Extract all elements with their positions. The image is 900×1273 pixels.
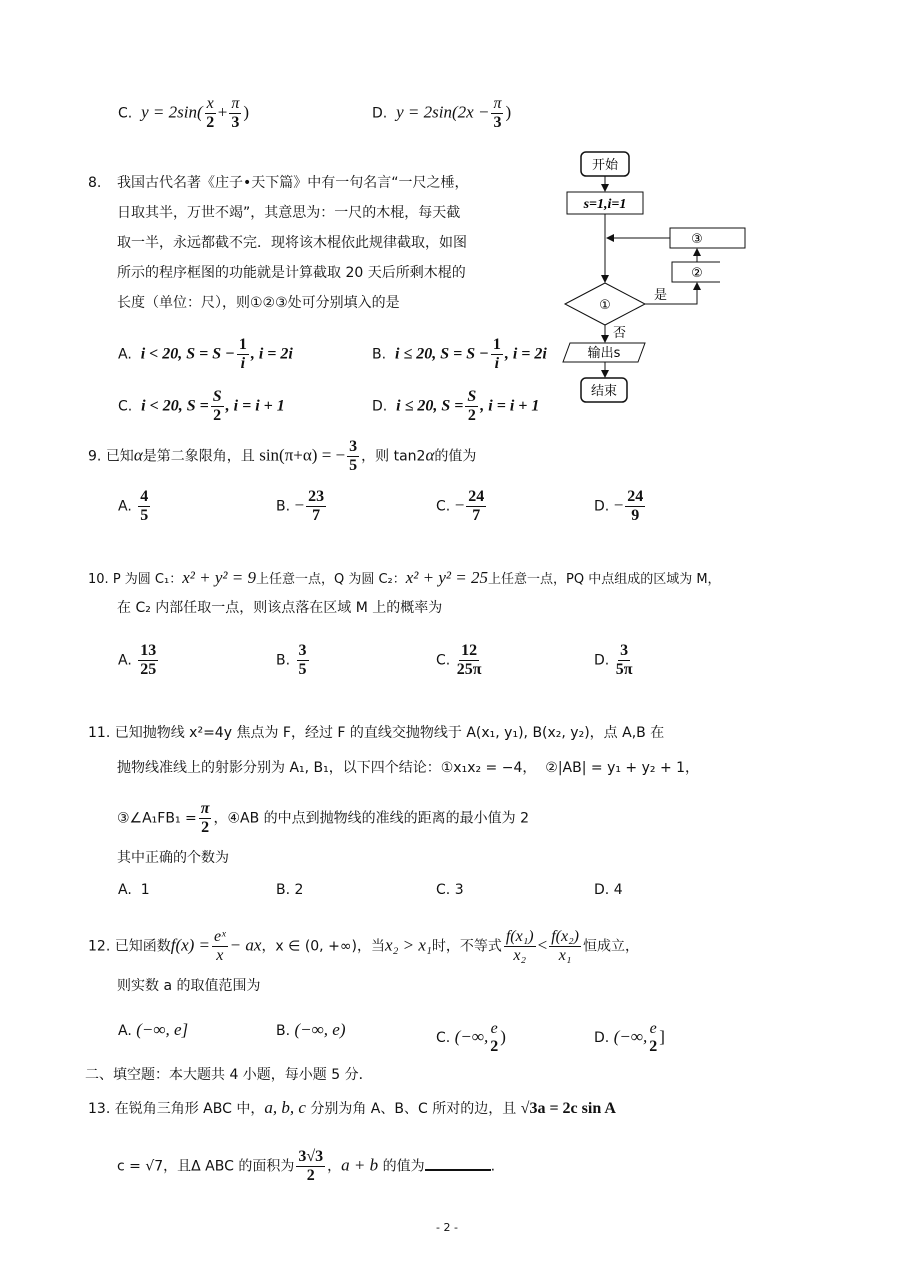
- num: f(x₂): [551, 928, 579, 945]
- q9-option-c: [436, 488, 488, 525]
- fraction: [549, 928, 581, 965]
- q12-option-b: [276, 1020, 345, 1041]
- option-label: D.: [372, 105, 388, 122]
- q10-option-a: [118, 642, 160, 679]
- option-value: 2: [294, 882, 304, 898]
- fraction: [616, 642, 633, 679]
- math: ): [505, 102, 512, 122]
- option-label: B.: [276, 652, 291, 669]
- option-label: B.: [276, 1023, 291, 1039]
- math: , i = 2i: [504, 345, 547, 363]
- start-label: 开始: [591, 158, 619, 173]
- option-value: (−∞, e): [294, 1020, 346, 1039]
- text: c = √7，且Δ ABC 的面积为: [117, 1158, 295, 1175]
- question-10-line-1: [88, 568, 721, 590]
- question-text: 其中正确的个数为: [117, 850, 229, 866]
- text: 的值为: [382, 1158, 425, 1175]
- answer-blank: [425, 1155, 491, 1171]
- option-label: C.: [118, 398, 133, 415]
- option-label: D.: [594, 498, 610, 515]
- question-text: 我国古代名著《庄子•天下篇》中有一句名言“一尺之棰，: [117, 175, 469, 191]
- question-11-line-2: [117, 758, 699, 778]
- num: 3: [349, 438, 358, 455]
- fraction: [306, 488, 326, 525]
- option-label: A.: [118, 882, 132, 898]
- fraction: [457, 642, 482, 679]
- num: f(x₁): [505, 928, 534, 945]
- q11-option-a: [118, 880, 150, 900]
- fraction: [297, 642, 309, 679]
- num: e: [490, 1020, 498, 1037]
- num: π: [231, 95, 240, 112]
- question-13-line-1: [88, 1098, 616, 1119]
- option-label: A.: [118, 498, 132, 515]
- math: , i = 2i: [250, 345, 293, 363]
- math: (−∞,: [454, 1027, 489, 1046]
- math: ): [500, 1027, 506, 1046]
- step3-box: [670, 228, 745, 248]
- sign: −: [294, 495, 305, 515]
- math: i < 20, S =: [141, 397, 209, 415]
- question-text: 在 C₂ 内部任取一点，则该点落在区域 M 上的概率为: [117, 600, 443, 616]
- question-text: 所示的程序框图的功能就是计算截取 20 天后所剩木棍的: [117, 265, 466, 281]
- option-label: C.: [436, 652, 451, 669]
- math: y = 2sin(: [141, 102, 203, 122]
- num: 24: [627, 488, 644, 505]
- q12-option-a: [118, 1020, 188, 1041]
- den: x₁: [558, 947, 572, 964]
- page-number: - 2 -: [436, 1221, 458, 1234]
- math: x² + y² = 25: [405, 568, 488, 587]
- math: y = 2sin(2x −: [396, 102, 490, 122]
- yes-label: 是: [654, 288, 668, 303]
- num: 3√3: [298, 1148, 324, 1165]
- den: 2: [201, 819, 210, 836]
- text: 上任意一点，Q 为圆 C₂：: [255, 572, 406, 587]
- option-value: (−∞, e]: [136, 1020, 189, 1039]
- sign: −: [454, 495, 465, 515]
- text: P 为圆 C₁：: [112, 572, 183, 587]
- question-number: 11.: [88, 725, 111, 741]
- math: − ax: [229, 935, 262, 955]
- init-label: s=1,i=1: [583, 197, 627, 212]
- question-text: 则实数 a 的取值范围为: [117, 978, 261, 994]
- text: ，④AB 的中点到抛物线的准线的距离的最小值为 2: [213, 810, 530, 827]
- math: ]: [659, 1027, 665, 1046]
- math: (−∞,: [613, 1027, 648, 1046]
- q10-option-b: [276, 642, 311, 679]
- text: 在锐角三角形 ABC 中，: [114, 1101, 265, 1117]
- den: 5π: [615, 661, 633, 678]
- math: +: [217, 102, 228, 122]
- num: 1: [492, 336, 501, 353]
- den: 2: [490, 1038, 499, 1055]
- option-label: B.: [276, 498, 291, 515]
- num: 1: [238, 336, 247, 353]
- fraction: [296, 1148, 325, 1185]
- math: x₂ > x₁: [384, 935, 432, 955]
- den: 25: [140, 661, 157, 678]
- den: 2: [649, 1038, 658, 1055]
- fraction: [490, 1020, 498, 1056]
- math: a + b: [341, 1155, 379, 1175]
- text: 抛物线准线上的射影分别为 A₁, B₁，以下四个结论：①x₁x₂ = −4，: [117, 760, 537, 776]
- fraction: [625, 488, 645, 525]
- question-text: 日取其半，万世不竭”，其意思为：一尺的木棍，每天截: [117, 205, 461, 221]
- option-value: 3: [454, 882, 464, 898]
- question-11-line-1: [88, 723, 664, 743]
- math: sin(π+α) = −: [259, 445, 346, 465]
- q12-option-d: [594, 1020, 665, 1056]
- fraction: [504, 928, 536, 965]
- question-9: [88, 438, 476, 475]
- den: 5: [140, 507, 149, 524]
- den: 2: [306, 1167, 315, 1184]
- option-label: D.: [594, 1030, 610, 1046]
- option-label: D.: [594, 652, 610, 669]
- fraction: [212, 928, 228, 965]
- text: 已知: [105, 448, 134, 465]
- step3-label: ③: [691, 232, 703, 247]
- q11-option-c: [436, 880, 464, 900]
- den: 2: [206, 114, 215, 131]
- math: <: [537, 935, 548, 955]
- math: α: [133, 445, 143, 465]
- q10-option-d: [594, 642, 634, 679]
- q11-option-d: [594, 880, 623, 900]
- question-number: 8.: [88, 175, 102, 191]
- option-label: D.: [594, 882, 610, 898]
- num: 12: [461, 642, 478, 659]
- den: 5: [298, 661, 307, 678]
- math: , i = i + 1: [225, 397, 285, 415]
- text: 已知函数: [114, 938, 171, 955]
- fraction: [138, 642, 158, 679]
- text: 分别为角 A、B、C 所对的边，且: [310, 1101, 517, 1117]
- text: 时，不等式: [431, 938, 502, 955]
- text: ，则 tan2: [361, 448, 426, 465]
- text: 是第二象限角，且: [142, 448, 255, 465]
- option-label: A.: [118, 346, 132, 363]
- text: 上任意一点，PQ 中点组成的区域为 M，: [488, 572, 721, 587]
- question-13-line-2: [117, 1148, 495, 1185]
- num: π: [200, 800, 210, 817]
- num: 13: [140, 642, 157, 659]
- num: 23: [308, 488, 325, 505]
- den: 3: [231, 114, 240, 131]
- question-number: 13.: [88, 1101, 111, 1117]
- math: i < 20, S = S −: [140, 345, 235, 363]
- num: eˣ: [214, 928, 226, 945]
- option-label: D.: [372, 398, 388, 415]
- fraction: [347, 438, 359, 475]
- fraction: [466, 488, 486, 525]
- den: 7: [312, 507, 321, 524]
- option-label: C.: [436, 1030, 451, 1046]
- section-heading: 二、填空题：本大题共 4 小题，每小题 5 分．: [85, 1067, 373, 1083]
- option-label: C.: [436, 498, 451, 515]
- den: 9: [631, 507, 640, 524]
- text: ，x ∈ (0, +∞)，当: [261, 938, 385, 955]
- den: 5: [349, 457, 358, 474]
- math: x² + y² = 9: [182, 568, 256, 587]
- option-value: 4: [613, 882, 623, 898]
- no-label: 否: [613, 326, 627, 341]
- text: ②|AB| = y₁ + y₂ + 1，: [545, 760, 700, 776]
- math: √3a = 2c sin A: [520, 1100, 616, 1117]
- option-value: 1: [140, 882, 150, 898]
- num: 3: [620, 642, 629, 659]
- fraction: [138, 488, 150, 525]
- q11-option-b: [276, 880, 303, 900]
- den: 3: [493, 114, 502, 131]
- den: x: [216, 947, 224, 964]
- option-label: C.: [436, 882, 451, 898]
- math: α: [425, 445, 435, 465]
- text: .: [490, 1158, 496, 1175]
- question-number: 12.: [88, 938, 111, 955]
- output-label: 输出s: [587, 346, 621, 361]
- arrow: [645, 283, 697, 304]
- condition-label: ①: [599, 298, 611, 313]
- q9-option-a: [118, 488, 152, 525]
- text: 恒成立，: [582, 938, 639, 955]
- question-12-line-1: [88, 928, 639, 965]
- math: ): [243, 102, 250, 122]
- num: 24: [468, 488, 485, 505]
- question-text: 长度（单位：尺），则①②③处可分别填入的是: [117, 295, 400, 311]
- q9-option-b: [276, 488, 328, 525]
- fraction: [649, 1020, 657, 1056]
- num: S: [212, 388, 222, 405]
- question-text: 取一半，永远都截不完．现将该木棍依此规律截取，如图: [117, 235, 467, 251]
- den: x₂: [513, 947, 527, 964]
- text: 的值为: [434, 448, 477, 465]
- den: 2: [213, 407, 222, 424]
- flowchart: [0, 0, 900, 420]
- q10-option-c: [436, 642, 483, 679]
- math: i ≤ 20, S =: [396, 397, 464, 415]
- den: i: [240, 355, 246, 372]
- math: i ≤ 20, S = S −: [394, 345, 489, 363]
- den: 2: [467, 407, 476, 424]
- question-11-line-3: [117, 800, 529, 837]
- question-number: 10.: [88, 572, 109, 587]
- num: 3: [298, 642, 307, 659]
- sign: −: [613, 495, 624, 515]
- num: 4: [140, 488, 149, 505]
- question-number: 9.: [88, 448, 102, 465]
- num: x: [206, 95, 214, 112]
- den: 7: [472, 507, 481, 524]
- fraction: [199, 800, 212, 837]
- math: , i = i + 1: [480, 397, 540, 415]
- text: ③∠A₁FB₁ =: [117, 810, 197, 827]
- end-label: 结束: [590, 384, 618, 399]
- den: 25π: [456, 661, 482, 678]
- step2-label: ②: [691, 266, 703, 281]
- q9-option-d: [594, 488, 647, 525]
- option-label: C.: [118, 105, 133, 122]
- den: i: [494, 355, 500, 372]
- option-label: B.: [276, 882, 291, 898]
- option-label: B.: [372, 346, 387, 363]
- math: f(x) =: [170, 935, 211, 955]
- text: 已知抛物线 x²=4y 焦点为 F，经过 F 的直线交抛物线于 A(x₁, y₁), B(x₂, y₂)，点 A,B 在: [114, 725, 665, 741]
- text: ，: [327, 1158, 342, 1175]
- math: a, b, c: [264, 1098, 306, 1117]
- option-label: A.: [118, 1023, 132, 1039]
- option-label: A.: [118, 652, 132, 669]
- num: e: [649, 1020, 657, 1037]
- q12-option-c: [436, 1020, 506, 1056]
- num: π: [493, 95, 502, 112]
- num: S: [467, 388, 477, 405]
